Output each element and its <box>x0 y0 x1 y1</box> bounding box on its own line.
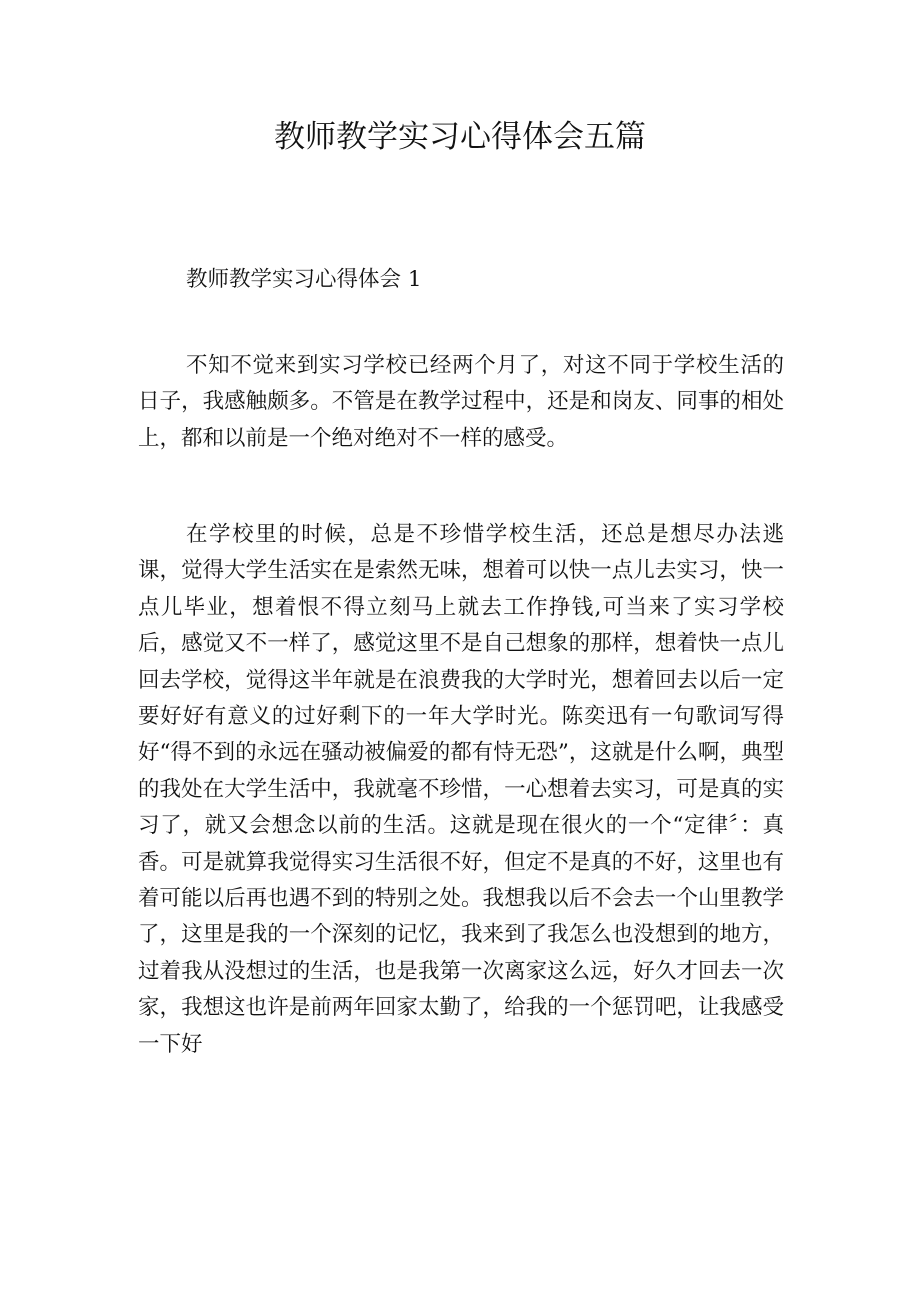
paragraph-2: 在学校里的时候，总是不珍惜学校生活，还总是想尽办法逃课，觉得大学生活实在是索然无味，想着可以快一点儿去实习，快一点儿毕业，想着恨不得立刻马上就去工作挣钱,可当来了实习学校后，感觉又不一样了，感觉这里不是自己想象的那样，想着快一点儿回去学校，觉得这半年就是在浪费我的大学时光，想着回去以后一定要好好有意义的过好剩下的一年大学时光。陈奕迅有一句歌词写得好“得不到的永远在骚动被偏爱的都有恃无恐”，这就是什么啊，典型的我处在大学生活中，我就毫不珍惜，一心想着去实习，可是真的实习了，就又会想念以前的生活。这就是现在很火的一个“定律〞：真香。可是就算我觉得实习生活很不好，但定不是真的不好，这里也有着可能以后再也遇不到的特别之处。我想我以后不会去一个山里教学了，这里是我的一个深刻的记忆，我来到了我怎么也没想到的地方，过着我从没想过的生活，也是我第一次离家这么远，好久才回去一次家，我想这也许是前两年回家太勤了，给我的一个惩罚吧，让我感受一下好 <box>138 522 784 1057</box>
paragraph-1: 不知不觉来到实习学校已经两个月了，对这不同于学校生活的日子，我感触颇多。不管是在教学过程中，还是和岗友、同事的相处上，都和以前是一个绝对绝对不一样的感受。 <box>138 353 784 451</box>
section-heading: 教师教学实习心得体会 1 <box>186 267 422 292</box>
document-title: 教师教学实习心得体会五篇 <box>274 119 646 155</box>
